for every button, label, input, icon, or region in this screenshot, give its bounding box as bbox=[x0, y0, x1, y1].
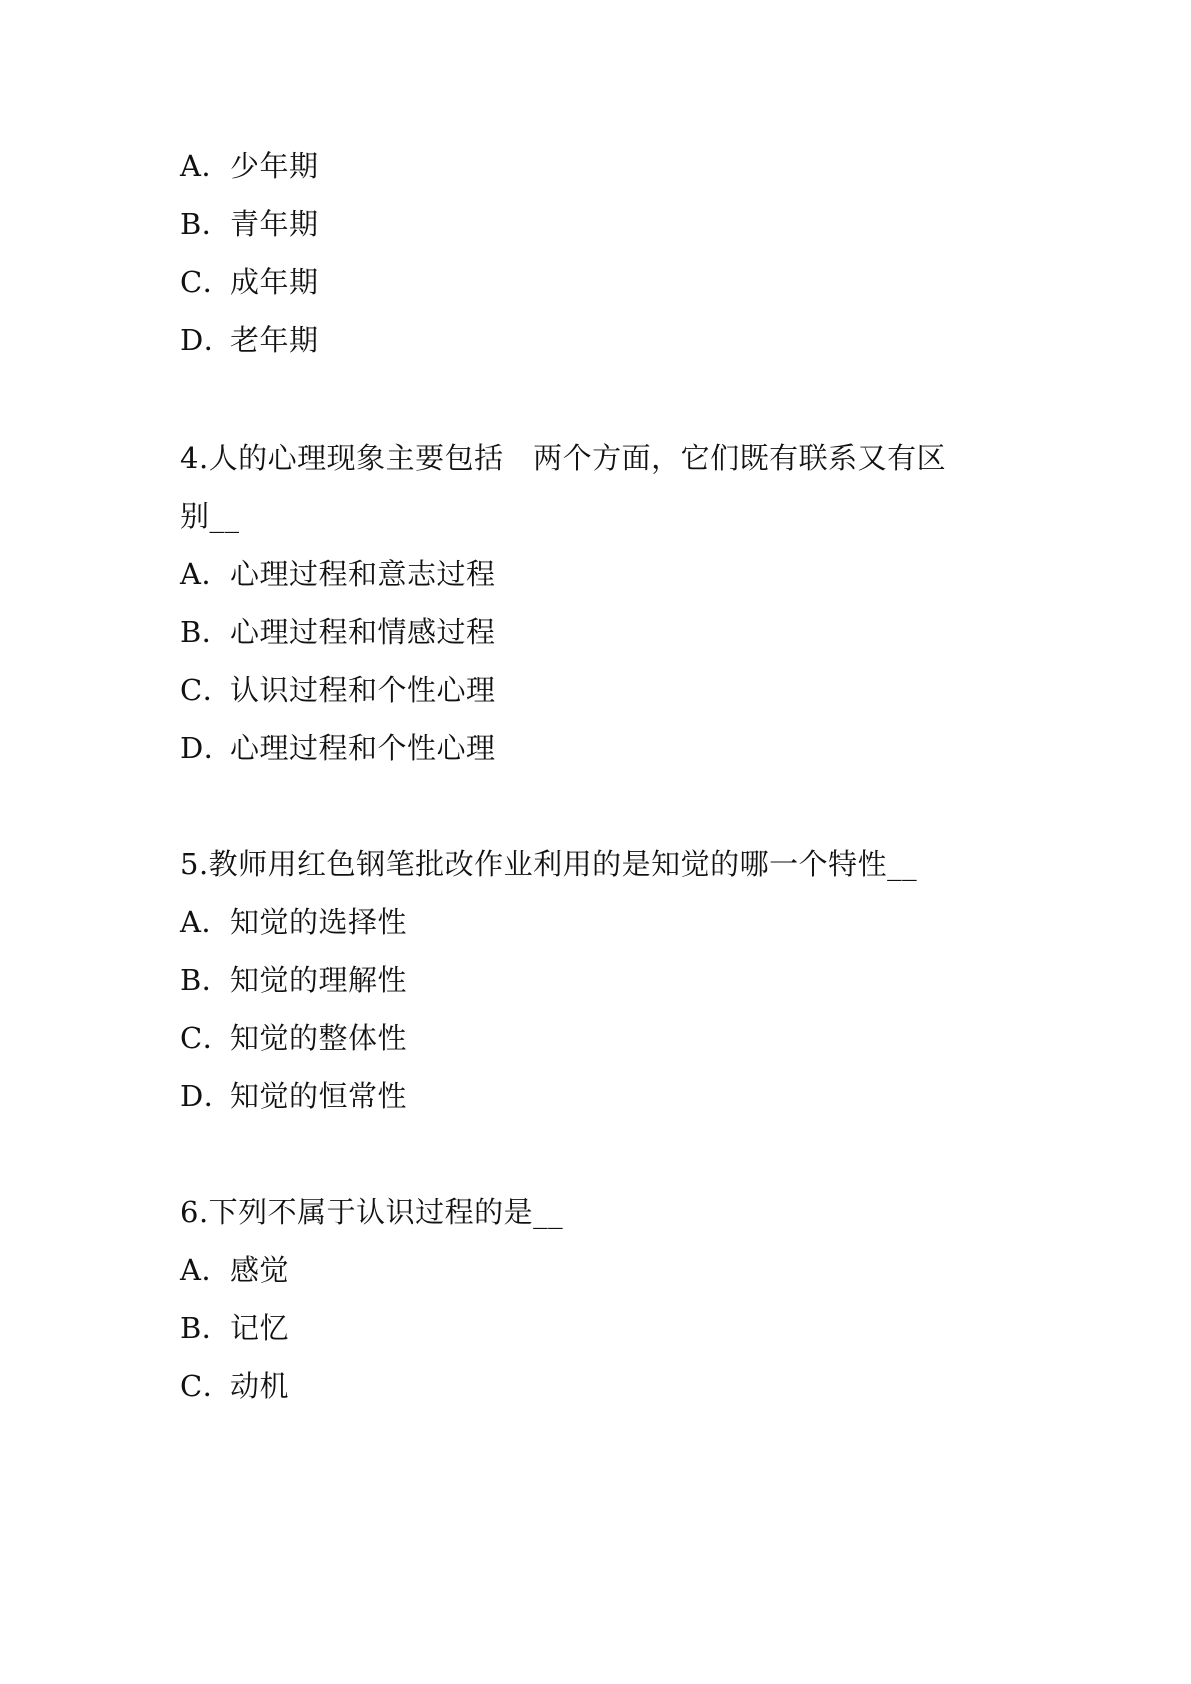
option-letter: A． bbox=[180, 1253, 231, 1287]
option-letter: B． bbox=[180, 963, 232, 997]
option-letter: C． bbox=[180, 265, 233, 299]
option-text: 少年期 bbox=[230, 149, 319, 183]
option-a bbox=[180, 904, 407, 940]
option-text: 记忆 bbox=[230, 1311, 290, 1345]
option-text: 心理过程和个性心理 bbox=[230, 731, 496, 765]
option-text: 知觉的理解性 bbox=[230, 963, 408, 997]
option-text: 感觉 bbox=[230, 1253, 290, 1287]
option-text: 心理过程和情感过程 bbox=[230, 615, 496, 649]
option-letter: C． bbox=[180, 1369, 233, 1403]
option-c bbox=[180, 264, 319, 300]
option-b bbox=[180, 962, 407, 998]
question-4-stem-line1: 4.人的心理现象主要包括 两个方面，它们既有联系又有区 bbox=[180, 441, 947, 475]
option-letter: C． bbox=[180, 673, 233, 707]
question-5-stem: 5.教师用红色钢笔批改作业利用的是知觉的哪一个特性__ bbox=[180, 847, 918, 881]
option-a bbox=[180, 1252, 289, 1288]
option-letter: D． bbox=[180, 731, 234, 765]
question-4-stem-line2: 别__ bbox=[180, 499, 240, 533]
option-letter: B． bbox=[180, 1311, 232, 1345]
option-d bbox=[180, 730, 496, 766]
option-c bbox=[180, 1020, 407, 1056]
option-letter: A． bbox=[180, 149, 231, 183]
option-a bbox=[180, 148, 319, 184]
option-text: 成年期 bbox=[230, 265, 319, 299]
option-text: 心理过程和意志过程 bbox=[230, 557, 496, 591]
option-text: 青年期 bbox=[230, 207, 319, 241]
option-text: 知觉的选择性 bbox=[230, 905, 408, 939]
option-letter: D． bbox=[180, 323, 234, 357]
option-letter: B． bbox=[180, 615, 232, 649]
option-text: 知觉的恒常性 bbox=[230, 1079, 408, 1113]
option-a bbox=[180, 556, 496, 592]
option-text: 动机 bbox=[230, 1369, 290, 1403]
option-text: 认识过程和个性心理 bbox=[230, 673, 496, 707]
option-b bbox=[180, 1310, 289, 1346]
option-letter: B． bbox=[180, 207, 232, 241]
option-letter: D． bbox=[180, 1079, 234, 1113]
option-letter: A． bbox=[180, 905, 231, 939]
option-c bbox=[180, 1368, 289, 1404]
option-d bbox=[180, 322, 319, 358]
option-c bbox=[180, 672, 496, 708]
option-text: 老年期 bbox=[230, 323, 319, 357]
option-b bbox=[180, 206, 319, 242]
option-letter: C． bbox=[180, 1021, 233, 1055]
option-d bbox=[180, 1078, 407, 1114]
question-6-stem: 6.下列不属于认识过程的是__ bbox=[180, 1195, 564, 1229]
option-text: 知觉的整体性 bbox=[230, 1021, 408, 1055]
option-letter: A． bbox=[180, 557, 231, 591]
option-b bbox=[180, 614, 496, 650]
